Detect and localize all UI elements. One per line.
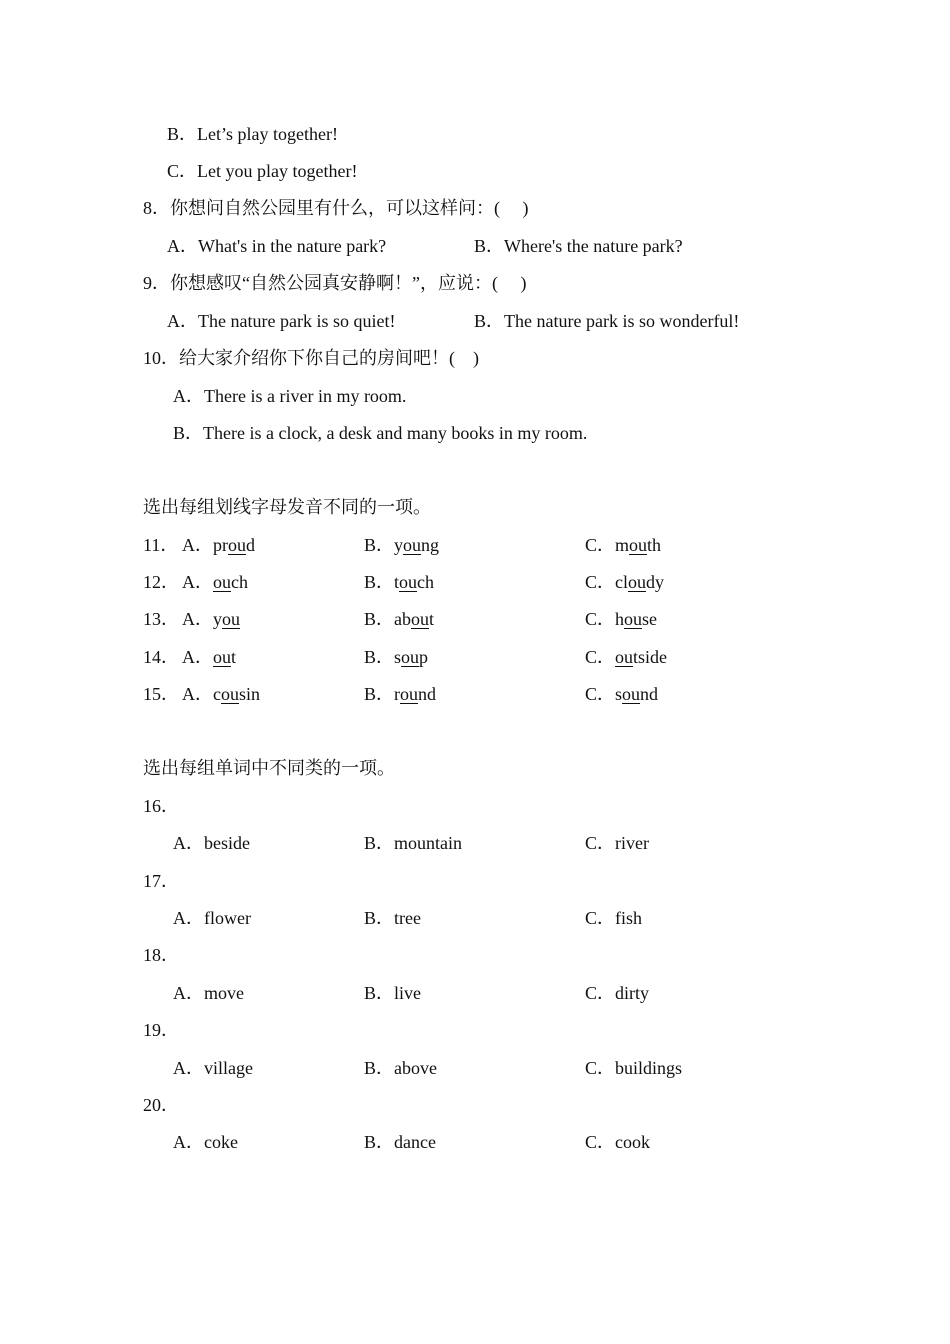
question-number: 17． (143, 871, 179, 891)
option-a: A．move (173, 983, 244, 1003)
option-a: A．coke (173, 1132, 238, 1152)
option-b: B．soup (364, 647, 429, 667)
option-c: C．house (585, 609, 658, 629)
q9-option-a: A．The nature park is so quiet! (167, 311, 396, 331)
q7-option-b: B．Let’s play together! (167, 124, 338, 144)
option-a: A．village (173, 1058, 253, 1078)
question-number: 11． (143, 535, 179, 555)
q10-option-b: B．There is a clock, a desk and many books in my room. (173, 423, 588, 443)
option-b: B．round (364, 684, 436, 704)
option-a: A．flower (173, 908, 251, 928)
question-number: 14． (143, 647, 179, 667)
option-b: B．touch (364, 572, 435, 592)
q8-option-a: A．What's in the nature park? (167, 236, 387, 256)
section-heading-pronunciation: 选出每组划线字母发音不同的一项。 (143, 497, 431, 517)
section-heading-classification: 选出每组单词中不同类的一项。 (143, 758, 395, 778)
option-a: A．out (182, 647, 237, 667)
option-b: B．young (364, 535, 440, 555)
option-c: C．outside (585, 647, 668, 667)
option-c: C．dirty (585, 983, 650, 1003)
option-c: C．mouth (585, 535, 662, 555)
q8-prompt: 8．你想问自然公园里有什么，可以这样问：( ) (143, 198, 529, 218)
option-b: B．mountain (364, 833, 462, 853)
option-a: A．beside (173, 833, 250, 853)
option-c: C．cook (585, 1132, 650, 1152)
q9-option-b: B．The nature park is so wonderful! (474, 311, 740, 331)
option-a: A．you (182, 609, 240, 629)
q10-option-a: A．There is a river in my room. (173, 386, 407, 406)
option-b: B．dance (364, 1132, 436, 1152)
option-a: A．ouch (182, 572, 248, 592)
q8-option-b: B．Where's the nature park? (474, 236, 683, 256)
q9-prompt: 9．你想感叹“自然公园真安静啊！”，应说：( ) (143, 273, 527, 293)
question-number: 16． (143, 796, 179, 816)
option-b: B．about (364, 609, 435, 629)
option-b: B．above (364, 1058, 437, 1078)
option-b: B．live (364, 983, 421, 1003)
option-c: C．cloudy (585, 572, 664, 592)
q10-prompt: 10．给大家介绍你下你自己的房间吧！( ) (143, 348, 479, 368)
question-number: 19． (143, 1020, 179, 1040)
option-c: C．river (585, 833, 649, 853)
question-number: 12． (143, 572, 179, 592)
option-c: C．sound (585, 684, 659, 704)
question-number: 15． (143, 684, 179, 704)
q7-option-c: C．Let you play together! (167, 161, 358, 181)
option-a: A．proud (182, 535, 255, 555)
option-b: B．tree (364, 908, 421, 928)
question-number: 18． (143, 945, 179, 965)
option-c: C．fish (585, 908, 643, 928)
question-number: 13． (143, 609, 179, 629)
option-a: A．cousin (182, 684, 261, 704)
option-c: C．buildings (585, 1058, 683, 1078)
question-number: 20． (143, 1095, 179, 1115)
